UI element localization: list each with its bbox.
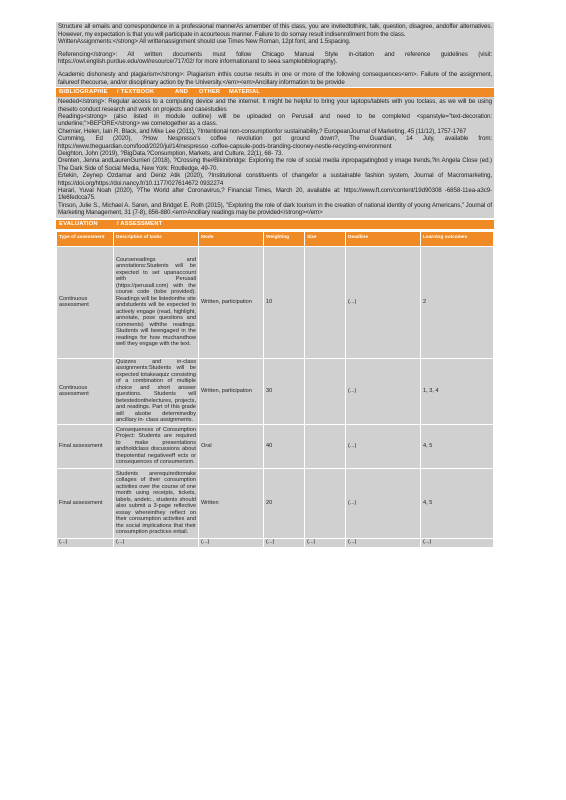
bibliography-list xyxy=(56,97,494,218)
deadline: (...) xyxy=(346,468,421,538)
syllabus-page xyxy=(56,22,494,548)
assessment-type: (...) xyxy=(57,538,114,547)
assessment-type: Final assessment xyxy=(57,424,114,468)
column-header: Deadline xyxy=(346,231,421,246)
column-header: Learning outcomes xyxy=(421,231,494,246)
weighting: 20 xyxy=(264,468,305,538)
task-description: Coursereadings and annotations:Students will be expected to set upanaccount with Perusall (https://perusall.com) with the course code (tobe provided). Readings will be listedonthe site andstudents will be expected to actively engage (read, highlight, annotate, pose questions and comments) withthe readings. Students will beengaged in the readings for how muchandhow well they engage with the text. xyxy=(114,246,199,358)
learning-outcomes: 1, 3, 4 xyxy=(421,358,494,424)
correspondence-policy: Structure all emails and correspondence in a professional mannerAs amember of this class, you are invitedtothink, talk, question, disagree, andoffer alternatives. However, my expectation is that you will participate in acourteous manner. Failure to do somay result indisenrollment from the class. xyxy=(58,23,492,38)
column-header: Weighting xyxy=(264,231,305,246)
assessment-mode: Written, participation xyxy=(199,246,264,358)
reading-entry: Harari, Yuval Noah (2020), ?The World after Coronavirus,? Financial Times, March 20, available at: https://www.ft.com/content/19d90308 -6858-11ea-a3c9-1fe6fedcca75. xyxy=(58,187,492,202)
column-header: Type of assessment xyxy=(57,231,114,246)
reading-entry: Tinson, Julie S., Michael A. Saren, and Bridget E. Roth (2015), "Exploring the role of dark tourism in the creation of national identity of young Americans," Journal of Marketing Management, 31 (7-8), 856-880.<em>Ancillary readings may be provided</strong></em> xyxy=(58,201,492,217)
table-row xyxy=(57,358,494,424)
plagiarism-policy: Academic dishonesty and plagiarism</strong>: Plagiarism inthis course results in one or more of the following consequences<em>. Failure of the assignment, failureof thecourse, and/or disciplinary action by the University.</em><em>Ancillary information to be provide xyxy=(58,70,492,86)
weighting: 10 xyxy=(264,246,305,358)
task-description: (...) xyxy=(114,538,199,547)
size xyxy=(305,246,346,358)
course-policy-section xyxy=(56,22,494,87)
assessment-type: Continuous assessment xyxy=(57,358,114,424)
size: (...) xyxy=(305,538,346,547)
assessment-mode: Written xyxy=(199,468,264,538)
task-description: Consequences of Consumption Project: Students are required to make presentations andholdclass discussions about thepotential negativeeff ects or consequences of consumerism. xyxy=(114,424,199,468)
size xyxy=(305,358,346,424)
bibliography-heading: BIBLIOGRAPHIE / TEXTBOOK AND OTHER MATERIAL xyxy=(56,88,494,97)
weighting: 40 xyxy=(264,424,305,468)
learning-outcomes: (...) xyxy=(421,538,494,547)
weighting: 30 xyxy=(264,358,305,424)
assessment-type: Continuous assessment xyxy=(57,246,114,358)
table-row xyxy=(57,468,494,538)
deadline: (...) xyxy=(346,538,421,547)
evaluation-heading: EVALUATION / ASSESSMENT xyxy=(56,220,494,229)
reading-entry: Readings<strong> (also listed in module outline) will be uploaded on Perusall and need to be completed <spanstyle="text-decoration: underline;">BEFORE</strong> we cometogether as a class. xyxy=(58,112,492,128)
weighting: (...) xyxy=(264,538,305,547)
assessment-type: Final assessment xyxy=(57,468,114,538)
table-row xyxy=(57,246,494,358)
reading-entry: Ertekin, Zeynep Ozdamar and Deniz Atik (2020), ?Institutional constituents of changefor a sustainable fashion system, Journal of Macromarketing, https://doi.org/https://doi.nancy.fr/10.1177/027614672 0932274 xyxy=(58,172,492,187)
task-description: Students arerequiredtomake collages of their consumption activities over the course of one month using receipts, tickets, labels, andetc., students should also submit a 3-page reflective essay whereinthey reflect on their consumption activities and the social implications that their consumption practices entail. xyxy=(114,468,199,538)
table-row xyxy=(57,424,494,468)
assessment-mode: (...) xyxy=(199,538,264,547)
deadline: (...) xyxy=(346,358,421,424)
size xyxy=(305,468,346,538)
task-description: Quizzes and in-class assignments:Students will be expected totakeaquiz consisting of a combination of multiple choice and short answer questions. Students will betestedonthelectures, projects, and readings. Part of this grade will alsobe determinedby ancillary in- class assignments. xyxy=(114,358,199,424)
size xyxy=(305,424,346,468)
column-header: Size xyxy=(305,231,346,246)
table-row xyxy=(57,538,494,547)
learning-outcomes: 2 xyxy=(421,246,494,358)
reading-entry: Needed</strong>: Regular access to a computing device and the internet. It might be helpful to bring your laptops/tablets with you toclass, as we will be using theseto conduct research and work on projects and casestudies xyxy=(58,98,492,113)
assessment-mode: Oral xyxy=(199,424,264,468)
reading-entry: Deighton, John (2019), ?BigData,?Consumption, Markets, and Culture, 22(1), 68- 73. xyxy=(58,150,283,157)
referencing-policy: Referencing</strong>: All written documents must follow Chicago Manual Style in-citation and reference guidelines (visit: https://owl.english.purdue.edu/owl/resource/717/02/ for more informationand to seea samplebibliography). xyxy=(58,50,492,66)
written-assignments-policy: WrittenAssignments:</strong> All writtenassignment should use Times New Roman, 12pt font, and 1.5spacing. xyxy=(58,38,351,46)
learning-outcomes: 4, 5 xyxy=(421,468,494,538)
reading-entry: Drenten, Jenna andLaurenGurrieri (2018), ?Crossing the#Bikinibridge: Exploring the role of social media inpropagatingbod y image trends,?in Angela Close (ed.) The Dark Side of Social Media, New York: Routledge, 49-70. xyxy=(58,157,492,172)
assessment-table xyxy=(56,231,494,548)
reading-entry: Cumming, Ed (2020), ?How Nespresso's coffee revolution got ground down?, The Guardian, 14 July, available from: https://www.theguardian.com/food/2020/jul/14/nespresso -coffee-capsule-pods-branding-clooney-nestle-recycling-environment xyxy=(58,135,492,150)
assessment-table-header xyxy=(57,231,494,246)
deadline: (...) xyxy=(346,424,421,468)
learning-outcomes: 4, 5 xyxy=(421,424,494,468)
column-header: Mode xyxy=(199,231,264,246)
assessment-mode: Written, participation xyxy=(199,358,264,424)
column-header: Description of tasks xyxy=(114,231,199,246)
deadline: (...) xyxy=(346,246,421,358)
reading-entry: Chernier, Helen, Iain R. Black, and Mike Lee (2011), ?Intentional non-consumptionfor sustainability,? EuropeanJournal of Marketing, 45 (11/12), 1757-1767 xyxy=(58,127,467,135)
